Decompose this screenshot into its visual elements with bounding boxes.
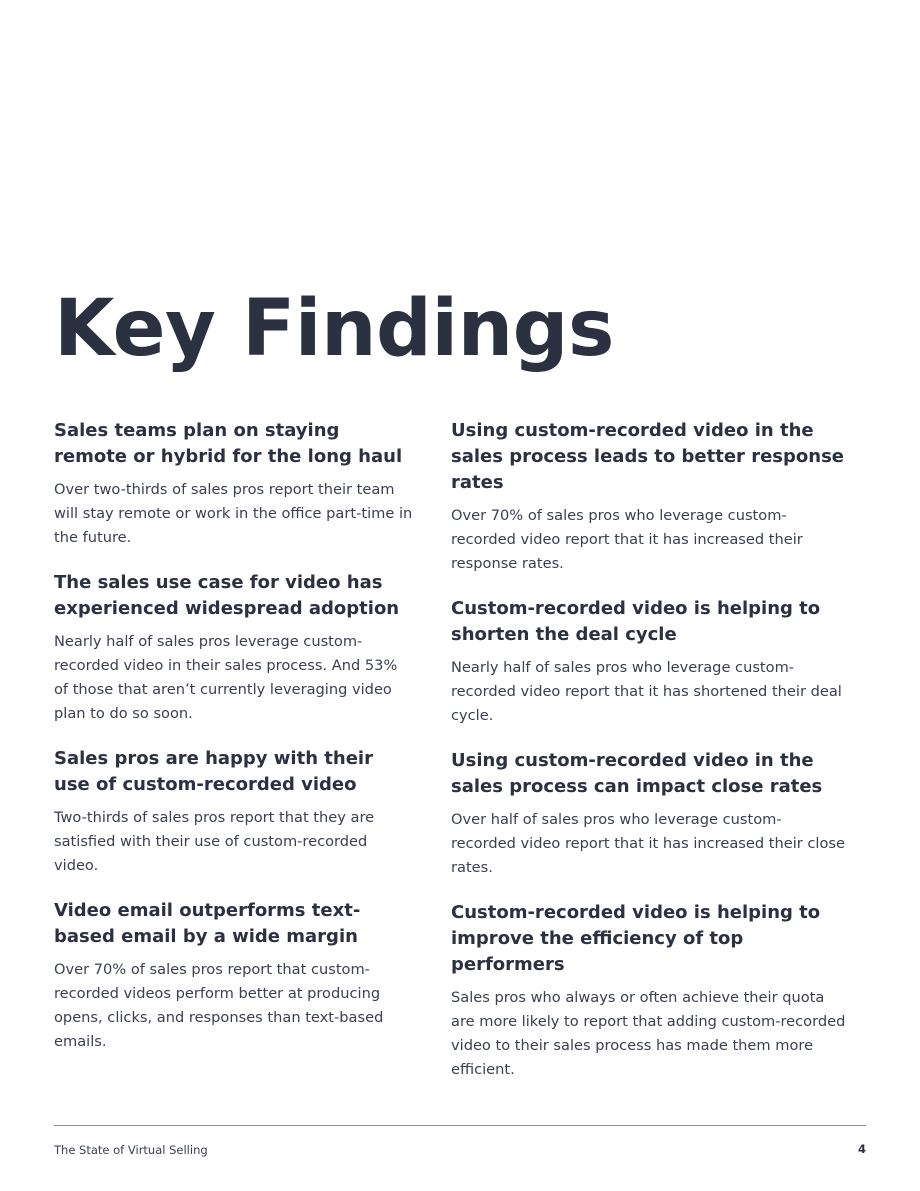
finding-body: Sales pros who always or often achieve their quota are more likely to report that adding custom-recorded video to their sales process has made them more efficient. (451, 989, 846, 1078)
finding-heading: Video email outperforms text-based email by a wide margin (54, 900, 361, 947)
finding-heading: Custom-recorded video is helping to improve the efficiency of top performers (451, 902, 821, 975)
finding-body: Over two-thirds of sales pros report their team will stay remote or work in the office part-time in the future. (54, 481, 413, 546)
page-title: Key Findings (54, 284, 614, 374)
finding-heading: The sales use case for video has experienced widespread adoption (54, 572, 400, 619)
finding-deal-cycle (451, 596, 846, 728)
finding-body: Nearly half of sales pros who leverage custom-recorded video report that it has shortened their deal cycle. (451, 659, 842, 724)
footer-divider (54, 1125, 866, 1126)
findings-left-column (54, 418, 414, 1074)
finding-heading: Sales pros are happy with their use of custom-recorded video (54, 748, 373, 795)
finding-top-performers (451, 900, 846, 1082)
finding-body: Over half of sales pros who leverage custom-recorded video report that it has increased their close rates. (451, 811, 845, 876)
footer-document-title: The State of Virtual Selling (54, 1143, 208, 1157)
finding-response-rates (451, 418, 846, 576)
finding-video-email (54, 898, 414, 1054)
page-number: 4 (857, 1142, 866, 1156)
finding-body: Over 70% of sales pros who leverage custom-recorded video report that it has increased their response rates. (451, 507, 803, 572)
finding-satisfaction (54, 746, 414, 878)
findings-right-column (451, 418, 846, 1102)
finding-heading: Sales teams plan on staying remote or hybrid for the long haul (54, 420, 403, 467)
finding-body: Two-thirds of sales pros report that they are satisfied with their use of custom-recorded video. (54, 809, 375, 874)
finding-heading: Using custom-recorded video in the sales process can impact close rates (451, 750, 823, 797)
finding-remote-hybrid (54, 418, 414, 550)
finding-heading: Custom-recorded video is helping to shorten the deal cycle (451, 598, 821, 645)
finding-close-rates (451, 748, 846, 880)
finding-video-adoption (54, 570, 414, 726)
finding-body: Over 70% of sales pros report that custom-recorded videos perform better at producing opens, clicks, and responses than text-based emails. (54, 961, 384, 1050)
finding-body: Nearly half of sales pros leverage custom-recorded video in their sales process. And 53% of those that aren’t currently leveraging video plan to do so soon. (54, 633, 398, 722)
finding-heading: Using custom-recorded video in the sales process leads to better response rates (451, 420, 844, 493)
